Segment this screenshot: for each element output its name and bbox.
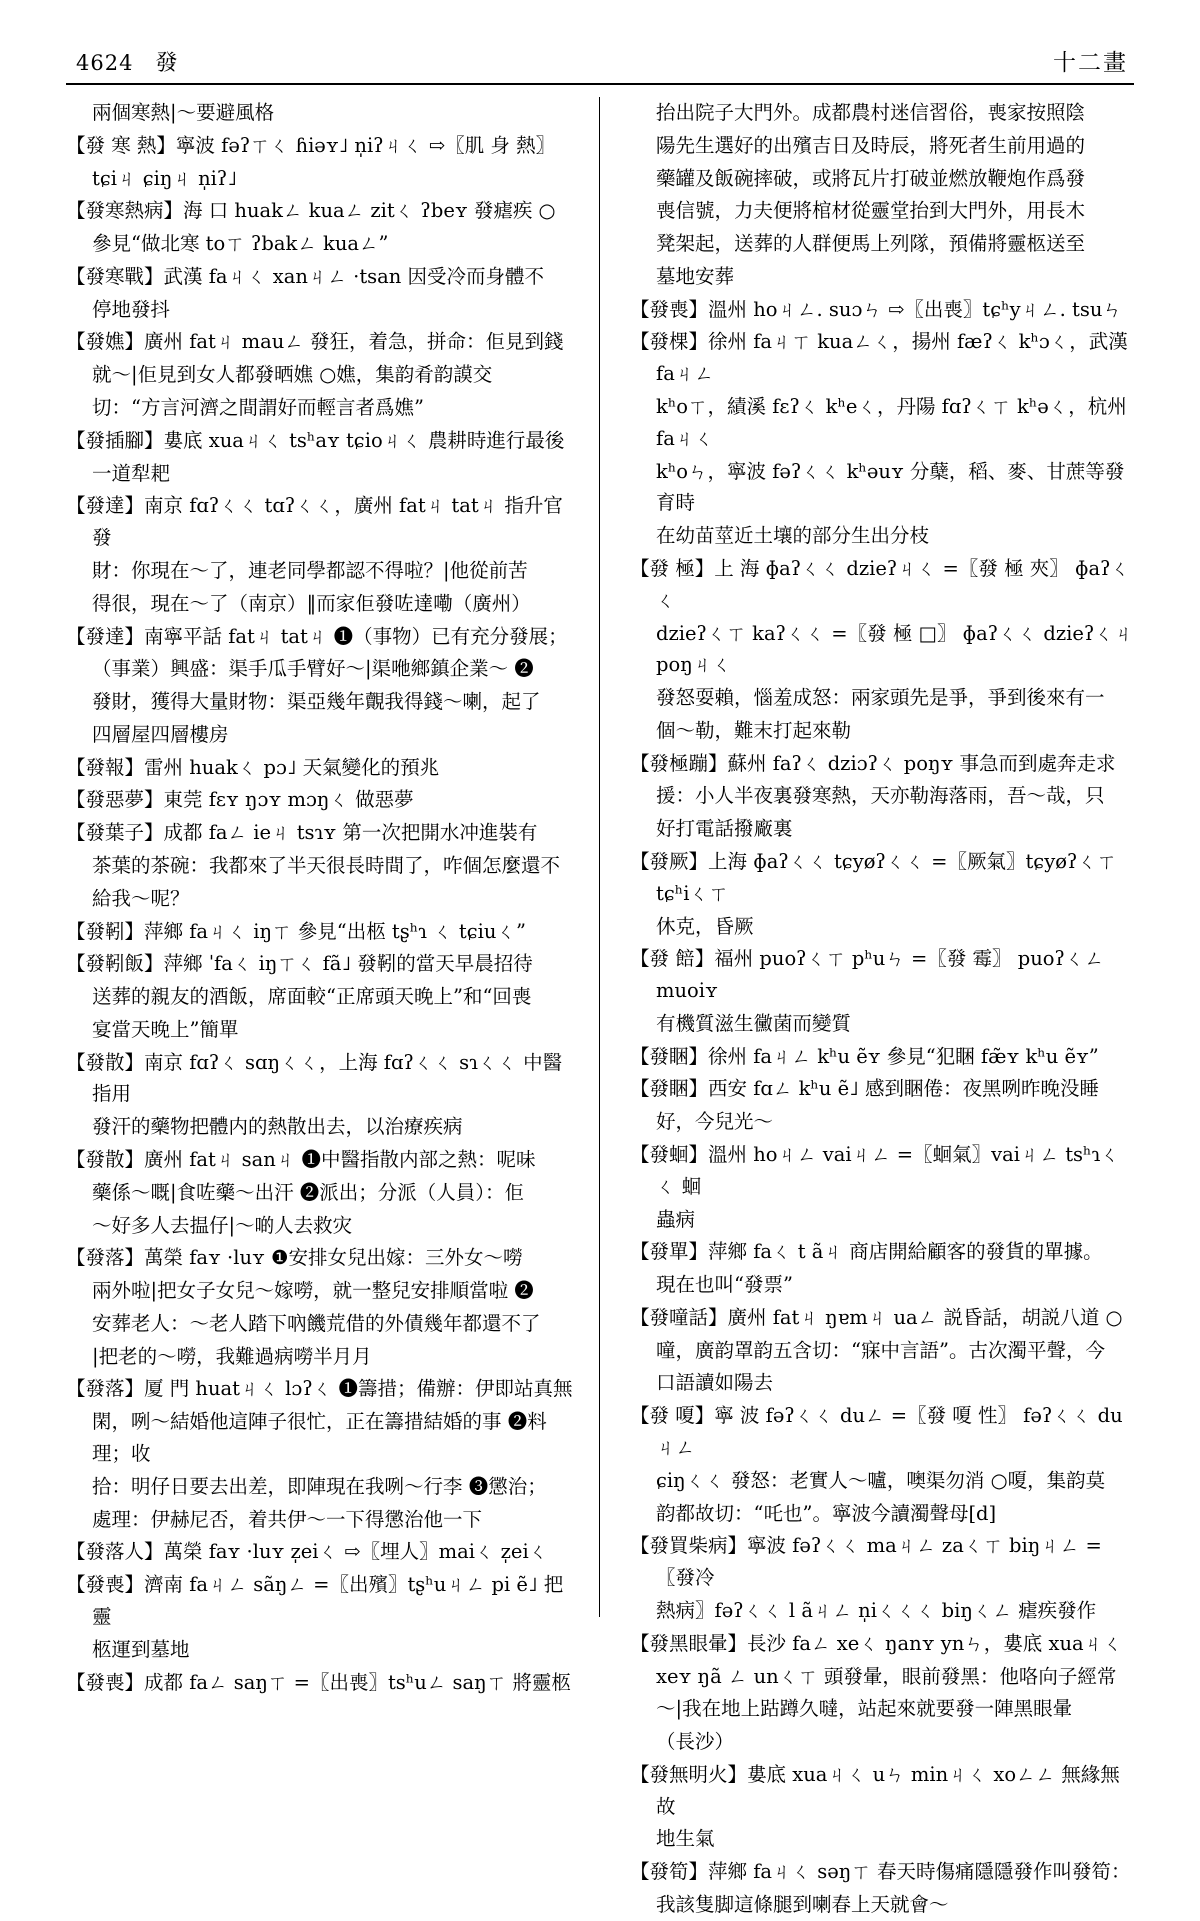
entry-continuation-line: 柩運到墓地 <box>92 1637 190 1661</box>
dictionary-entry: 【發厥】上海 ɸaʔㄑㄑ tɕyøʔㄑㄑ =〖厥氣〗tɕyøʔㄑㄒ tɕʰiㄑㄒ <box>630 849 1117 905</box>
entry-continuation-line: 茶葉的茶碗：我都來了半天很長時間了，咋個怎麼還不 <box>92 853 561 877</box>
dictionary-entry: 【發散】廣州 fatㄐ sanㄐ ❶中醫指散内部之熱：呢味 <box>66 1148 536 1171</box>
dictionary-entry: 【發 寒 熱】寧波 fəʔㄒㄑ ɦiəʏ˩ n̩iʔㄐㄑ ⇨〖肌 身 熱〗 <box>66 133 556 157</box>
entry-continuation-line: 熱病〗fəʔㄑㄑ l ãㄐㄥ n̩iㄑㄑㄑ biŋㄑㄥ 瘧疾發作 <box>656 1598 1097 1622</box>
entry-continuation-line: 陽先生選好的出殯吉日及時辰，將死者生前用過的 <box>656 133 1086 157</box>
dictionary-entry: 【發惡夢】東莞 fɛʏ ŋɔʏ mɔŋㄑ 做惡夢 <box>66 788 414 812</box>
entry-continuation-line: 現在也叫“發票” <box>656 1273 793 1297</box>
dictionary-entry: 【發棵】徐州 faㄐㄒ kuaㄥㄑ，揚州 fæʔㄑ kʰɔㄑ，武漢 faㄐㄥ <box>630 330 1128 386</box>
head-character: 發 <box>155 51 178 76</box>
dictionary-entry: 【發葉子】成都 faㄥ ieㄐ tsɿʏ 第一次把開水冲進裝有 <box>66 821 538 845</box>
dictionary-entry: 【發 餢】福州 puoʔㄑㄒ pʰuㄣ =〖發 霉〗 puoʔㄑㄥ muoiʏ <box>630 947 1104 1003</box>
dictionary-entry: 【發睏】西安 fɑㄥ kʰu ẽ˩ 感到睏倦：夜黑咧昨晚没睡 <box>630 1077 1099 1101</box>
dictionary-entry: 【發報】雷州 huakㄑ pɔ˩ 天氣變化的預兆 <box>66 755 440 779</box>
left-column <box>66 97 600 1694</box>
dictionary-entry: 【發寒熱病】海 口 huakㄥ kuaㄥ zitㄑ ʔbeʏ 發瘧疾 ○ <box>66 199 556 223</box>
entry-continuation-line: 藥罐及飯碗摔破，或將瓦片打破並燃放鞭炮作爲發 <box>656 166 1086 190</box>
entry-continuation-line: 凳架起，送葬的人群便馬上列隊，預備將靈柩送至 <box>656 232 1086 256</box>
dictionary-entry: 【發達】南京 fɑʔㄑㄑ tɑʔㄑㄑ，廣州 fatㄐ tatㄐ 指升官發 <box>66 494 563 550</box>
entry-continuation-line: 送葬的親友的酒飯，席面較“正席頭天晚上”和“回喪 <box>92 985 532 1009</box>
dictionary-entry: 【發落人】萬榮 faʏ ·luʏ z̩eiㄑ ⇨〖埋人〗maiㄑ z̩eiㄑ <box>66 1540 549 1564</box>
entry-continuation-line: tɕiㄐ ɕiŋㄐ n̩iʔ˩ <box>92 166 237 190</box>
dictionary-entry: 【發無明火】婁底 xuaㄐㄑ uㄣ minㄐㄑ xoㄥㄥ 無緣無故 <box>630 1762 1120 1818</box>
dictionary-entry: 【發嫶】廣州 fatㄐ mauㄥ 發狂，着急，拼命：佢見到錢 <box>66 330 564 354</box>
entry-continuation-line: 援：小人半夜裏發寒熱，天亦勒海落雨，吾～哉，只 <box>656 784 1105 808</box>
entry-continuation-line: 噇，廣韵罩韵五含切：“寐中言語”。古次濁平聲，今 <box>656 1338 1105 1362</box>
columns-container <box>66 97 1134 1916</box>
dictionary-entry: 【發 嗄】寧 波 fəʔㄑㄑ duㄥ =〖發 嗄 性〗 fəʔㄑㄑ duㄐㄥ <box>630 1404 1123 1460</box>
dictionary-entry: 【發落】萬榮 faʏ ·luʏ ❶安排女兒出嫁：三外女～嘮 <box>66 1246 523 1270</box>
dictionary-entry: 【發筍】萍鄉 faㄐㄑ səŋㄒ 春天時傷痛隱隱發作叫發筍： <box>630 1860 1131 1884</box>
entry-continuation-line: dzieʔㄑㄒ kaʔㄑㄑ =〖發 極 □〗 ɸaʔㄑㄑ dzieʔㄑㄐ poŋㄐㄑ <box>656 621 1134 677</box>
entry-continuation-line: 蟲病 <box>656 1207 696 1231</box>
dictionary-entry: 【發單】萍鄉 faㄑ t ãㄐ 商店開給顧客的發貨的單據。 <box>630 1240 1103 1264</box>
entry-continuation-line: 地生氣 <box>656 1827 715 1851</box>
entry-continuation-line: 喪信號，力夫便將棺材從靈堂抬到大門外，用長木 <box>656 199 1086 223</box>
dictionary-entry: 【發散】南京 fɑʔㄑ sɑŋㄑㄑ，上海 fɑʔㄑㄑ sɿㄑㄑ 中醫指用 <box>66 1050 563 1106</box>
entry-continuation-line: 韵都故切：“吒也”。寧波今讀濁聲母[d] <box>656 1501 997 1525</box>
entry-continuation-line: 切：“方言河濟之間謂好而輕言者爲嫶” <box>92 396 424 420</box>
entry-continuation-line: 處理：伊赫尼否，着共伊～一下得懲治他一下 <box>92 1507 483 1531</box>
entry-continuation-line: 個～勒，難末打起來勒 <box>656 718 852 742</box>
dictionary-entry: 【發靷】萍鄉 faㄐㄑ iŋㄒ 參見“出柩 tʂʰɿ ㄑ tɕiuㄑ” <box>66 919 526 943</box>
dictionary-entry: 【發買柴病】寧波 fəʔㄑㄑ maㄐㄥ zaㄑㄒ biŋㄐㄥ =〖發冷 <box>630 1534 1102 1590</box>
entry-continuation-line: 兩個寒熱|～要避風格 <box>92 101 275 124</box>
entry-continuation-line: 好打電話撥廠裏 <box>656 817 793 841</box>
dictionary-entry: 【發蛔】溫州 hoㄐㄥ vaiㄐㄥ =〖蛔氣〗vaiㄐㄥ tsʰɿㄑㄑ 蛔 <box>630 1143 1120 1198</box>
entry-continuation-line: 安葬老人：～老人踏下吶饑荒借的外債幾年都還不了 <box>92 1311 541 1335</box>
stroke-count-label: 十二畫 <box>1053 50 1128 76</box>
entry-continuation-line: 發汗的藥物把體内的熱散出去，以治療疾病 <box>92 1115 463 1139</box>
page-header <box>66 44 1134 77</box>
dictionary-entry: 【發喪】濟南 faㄐㄥ sãŋㄥ =〖出殯〗tʂʰuㄐㄥ pi ẽ˩ 把靈 <box>66 1573 564 1628</box>
entry-continuation-line: 我該隻脚這條腿到喇春上天就會～ <box>656 1892 949 1916</box>
header-rule <box>66 83 1134 85</box>
entry-continuation-line: 好，今兒光～ <box>656 1110 774 1134</box>
right-column <box>600 97 1134 1916</box>
entry-continuation-line: 財：你現在～了，連老同學都認不得啦？|他從前苦 <box>92 558 528 582</box>
entry-continuation-line: |把老的～嘮，我難過病嘮半月月 <box>92 1344 372 1368</box>
entry-continuation-line: （長沙） <box>656 1730 735 1754</box>
dictionary-entry: 【發寒戰】武漢 faㄐㄑ xanㄐㄥ ·tsan 因受冷而身體不 <box>66 264 545 288</box>
entry-continuation-line: 一道犁耙 <box>92 461 171 485</box>
dictionary-entry: 【發插腳】婁底 xuaㄐㄑ tsʰaʏ tɕioㄐㄑ 農耕時進行最後 <box>66 428 565 452</box>
entry-continuation-line: 四層屋四層樓房 <box>92 722 229 746</box>
entry-continuation-line: 藥係～嘅|食咗藥～出汗 ❷派出；分派（人員）：佢 <box>92 1180 525 1204</box>
dictionary-entry: 【發落】厦 門 huatㄐㄑ lɔʔㄑ ❶籌措；備辦：伊即站真無 <box>66 1377 573 1401</box>
entry-continuation-line: 就～|佢見到女人都發晒嫶 ○嫶，集韵肴韵謨交 <box>92 363 493 387</box>
entry-continuation-line: xeʏ ŋã ㄥ unㄑㄒ 頭發暈，眼前發黑：他咯向子經常 <box>656 1664 1117 1688</box>
entry-continuation-line: ～好多人去揾仔|～啲人去救灾 <box>92 1213 353 1237</box>
entry-continuation-line: （事業）興盛：渠手瓜手臂好～|渠咃鄉鎮企業～ ❷ <box>92 657 534 681</box>
dictionary-entry: 【發黑眼暈】長沙 faㄥ xeㄑ ŋanʏ ynㄣ，婁底 xuaㄐㄑ <box>630 1631 1123 1655</box>
entry-continuation-line: 參見“做北寒 toㄒ ʔbakㄥ kuaㄥ” <box>92 232 389 256</box>
dictionary-entry: 【發睏】徐州 faㄐㄥ kʰu ẽʏ 參見“犯睏 fæ̃ʏ kʰu ẽʏ” <box>630 1044 1099 1068</box>
entry-continuation-line: 宴當天晚上”簡單 <box>92 1017 239 1041</box>
entry-continuation-line: 給我～呢？ <box>92 886 190 910</box>
entry-continuation-line: 口語讀如陽去 <box>656 1371 774 1395</box>
page-number: 4624 <box>76 51 134 75</box>
entry-continuation-line: kʰoㄣ，寧波 fəʔㄑㄑ kʰəuʏ 分蘖，稻、麥、甘蔗等發育時 <box>656 459 1125 515</box>
header-left <box>76 46 177 77</box>
dictionary-entry: 【發噇話】廣州 fatㄐ ŋɐmㄐ uaㄥ 説昏話，胡説八道 ○ <box>630 1305 1123 1329</box>
entry-continuation-line: 拾：明仔日要去出差，即陣現在我咧～行李 ❸懲治； <box>92 1474 547 1498</box>
dictionary-entry: 【發喪】溫州 hoㄐㄥ. suɔㄣ ⇨〖出喪〗tɕʰyㄐㄥ. tsuㄣ <box>630 297 1122 321</box>
entry-continuation-line: 休克，昏厥 <box>656 914 754 938</box>
entry-continuation-line: ～|我在地上跍蹲久噠，站起來就要發一陣黑眼暈 <box>656 1697 1073 1721</box>
dictionary-entry: 【發極蹦】蘇州 faʔㄑ dziɔʔㄑ poŋʏ 事急而到處奔走求 <box>630 751 1116 775</box>
entry-continuation-line: 發財，獲得大量財物：渠亞幾年覿我得錢～喇，起了 <box>92 690 541 714</box>
entry-continuation-line: 抬出院子大門外。成都農村迷信習俗，喪家按照陰 <box>656 101 1086 124</box>
entry-continuation-line: 在幼苗莖近土壤的部分生出分枝 <box>656 524 930 548</box>
dictionary-entry: 【發喪】成都 faㄥ saŋㄒ =〖出喪〗tsʰuㄥ saŋㄒ 將靈柩 <box>66 1670 571 1694</box>
entry-continuation-line: ɕiŋㄑㄑ 發怒：老實人～嚧，噢渠勿消 ○嗄，集韵莫 <box>656 1468 1106 1492</box>
entry-continuation-line: kʰoㄒ，績溪 fɛʔㄑ kʰeㄑ，丹陽 fɑʔㄑㄒ kʰəㄑ，杭州 faㄐㄑ <box>656 395 1127 450</box>
entry-continuation-line: 墓地安葬 <box>656 264 735 288</box>
entry-continuation-line: 兩外啦|把女子女兒～嫁嘮，就一整兒安排順當啦 ❷ <box>92 1279 534 1303</box>
entry-continuation-line: 停地發抖 <box>92 297 171 321</box>
dictionary-entry: 【發靷飯】萍鄉 ˈfaㄑ iŋㄒㄑ fã˩ 發靷的當天早晨招待 <box>66 952 533 976</box>
entry-continuation-line: 有機質滋生黴菌而變質 <box>656 1011 852 1035</box>
dictionary-entry: 【發 極】上 海 ɸaʔㄑㄑ dzieʔㄐㄑ =〖發 極 夾〗 ɸaʔㄑㄑ <box>630 556 1131 612</box>
entry-continuation-line: 閑，咧～結婚他這陣子很忙，正在籌措結婚的事 ❷料理；收 <box>92 1410 547 1466</box>
entry-continuation-line: 得很，現在～了（南京）‖而家佢發咗達嘞（廣州） <box>92 591 531 615</box>
dictionary-entry: 【發達】南寧平話 fatㄐ tatㄐ ❶（事物）已有充分發展； <box>66 624 568 648</box>
entry-continuation-line: 發怒耍賴，惱羞成怒：兩家頭先是爭，爭到後來有一 <box>656 686 1105 710</box>
